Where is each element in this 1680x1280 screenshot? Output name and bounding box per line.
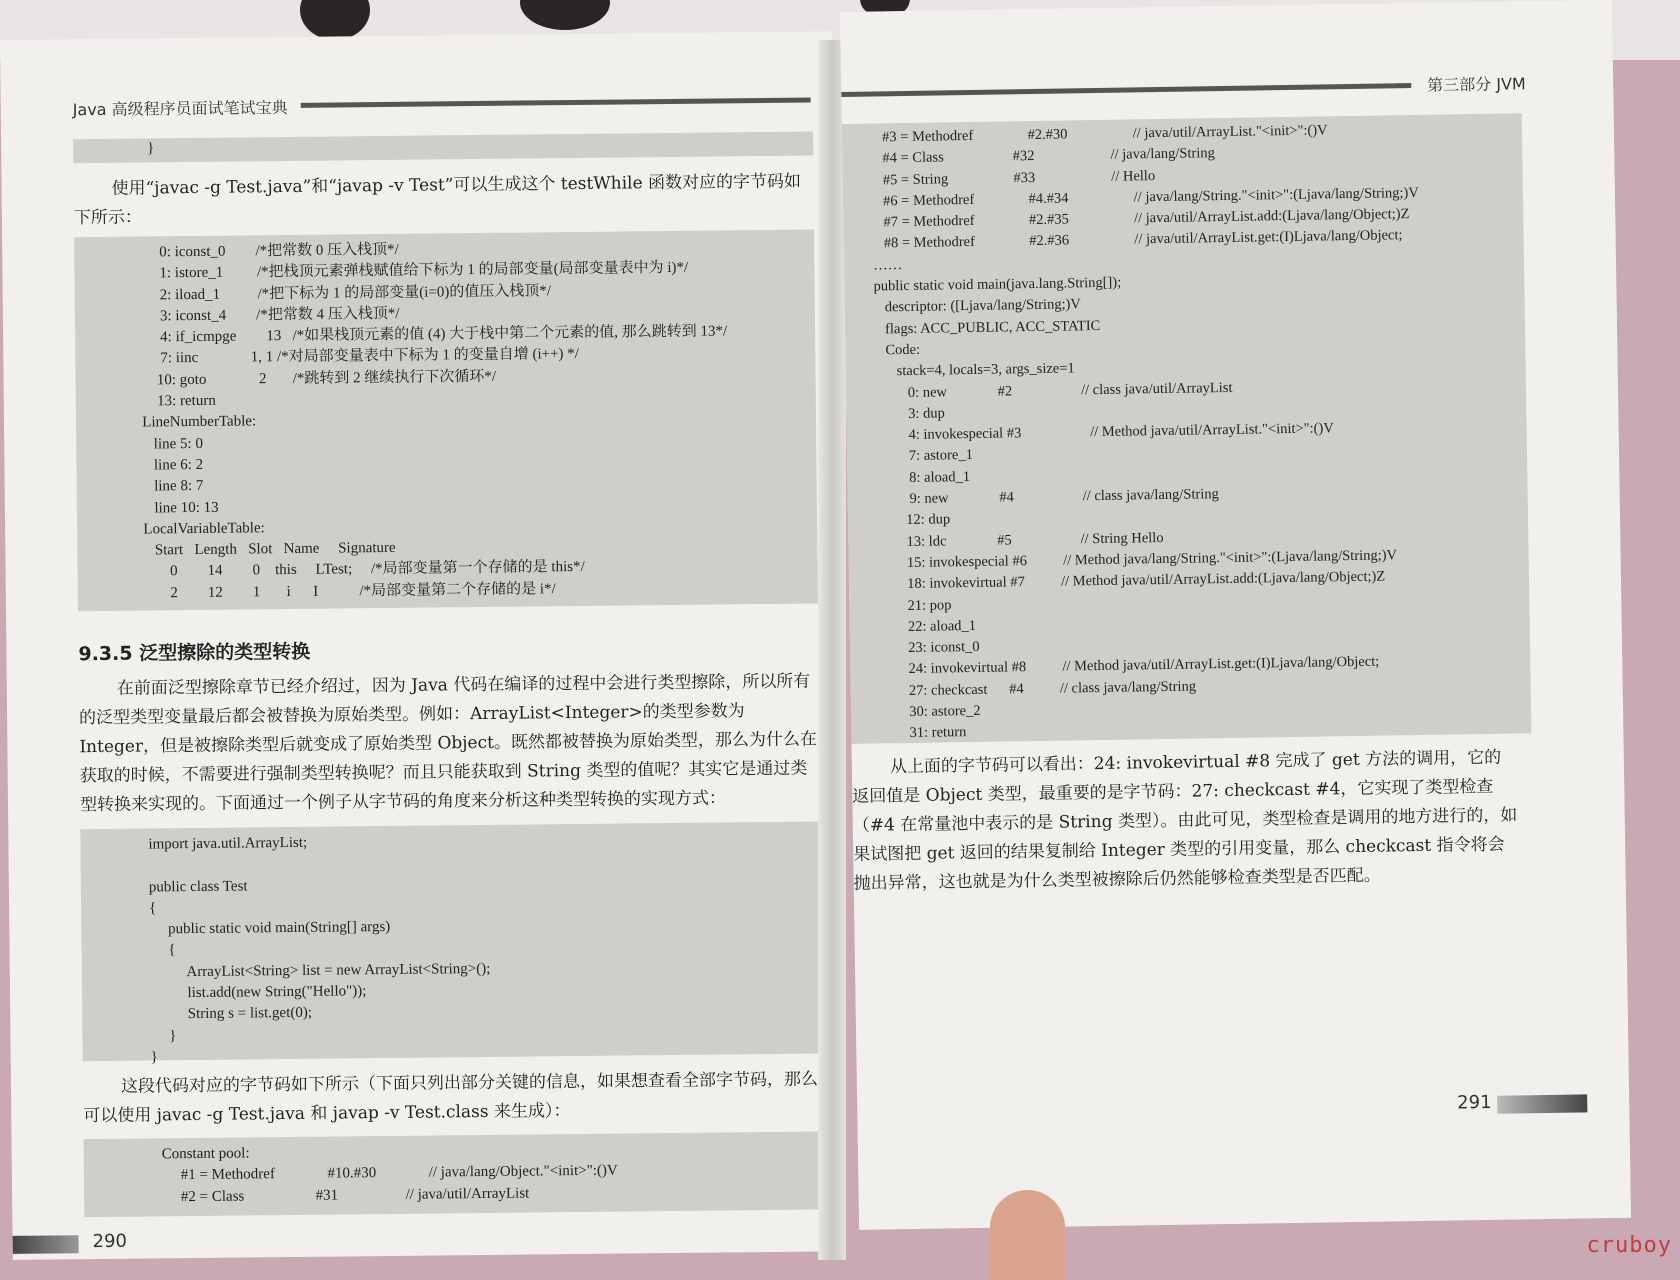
code-line: …… <box>865 256 903 274</box>
code-line: #3 = Methodref #2.#30 // java/util/ArrayList."<init>":()V <box>863 122 1328 146</box>
code-line: public static void main(String[] args) <box>149 919 391 938</box>
section-heading: 9.3.5 泛型擦除的类型转换 <box>78 640 311 666</box>
header-rule <box>841 83 1411 97</box>
code-line: 22: aload_1 <box>871 617 977 636</box>
book-spine <box>818 40 846 1260</box>
page-tab-bar <box>1497 1094 1587 1113</box>
code-line: #4 = Class #32 // java/lang/String <box>864 145 1215 167</box>
code-line: 8: aload_1 <box>869 468 971 487</box>
code-line: line 8: 7 <box>116 478 204 496</box>
page-tab-bar <box>13 1235 79 1254</box>
code-line: public class Test <box>148 878 248 896</box>
code-line: 30: astore_2 <box>872 702 981 721</box>
java-code-block <box>80 821 822 1066</box>
code-line: Start Length Slot Name Signature <box>117 540 396 559</box>
code-line: 18: invokevirtual #7 // Method java/util/ArrayList.add:(Ljava/lang/Object;)Z <box>870 568 1386 593</box>
code-line: flags: ACC_PUBLIC, ACC_STATIC <box>866 317 1101 338</box>
code-line: #2 = Class #31 // java/util/ArrayList <box>162 1185 530 1205</box>
code-line: 3: dup <box>868 405 945 423</box>
header-rule <box>301 98 811 108</box>
code-line: String s = list.get(0); <box>150 1005 313 1023</box>
code-line: Code: <box>867 341 921 359</box>
bytecode-listing <box>74 229 818 611</box>
code-line: import java.util.ArrayList; <box>148 834 308 853</box>
code-line: line 6: 2 <box>116 456 204 474</box>
code-line: #1 = Methodref #10.#30 // java/lang/Object."<init>":()V <box>161 1162 618 1184</box>
code-line: 1: istore_1 /*把栈顶元素弹栈赋值给下标为 1 的局部变量(局部变量表中为 i)*/ <box>114 260 689 283</box>
running-head: 第三部分 JVM <box>1427 74 1526 95</box>
code-line: } <box>150 1027 177 1045</box>
code-line: } <box>150 1049 158 1066</box>
constant-pool-block <box>84 1131 825 1217</box>
code-line: 13: return <box>115 392 216 410</box>
code-line: 2 12 1 i I /*局部变量第二个存储的是 i*/ <box>117 580 556 602</box>
code-line: 2: iload_1 /*把下标为 1 的局部变量(i=0)的值压入栈顶*/ <box>114 282 552 304</box>
code-line: Constant pool: <box>161 1145 250 1163</box>
code-line: public static void main(java.lang.String[]); <box>866 274 1122 295</box>
thumb <box>990 1190 1065 1280</box>
right-page <box>840 0 1631 1230</box>
bytecode-intro-paragraph: 这段代码对应的字节码如下所示（下面只列出部分关键的信息，如果想查看全部字节码，那么可以使用 javac -g Test.java 和 javap -v Test.class 来生成）： <box>83 1069 819 1127</box>
code-line: } <box>147 140 155 157</box>
code-line: 24: invokevirtual #8 // Method java/util/ArrayList.get:(I)Ljava/lang/Object; <box>872 654 1380 678</box>
section-paragraph: 在前面泛型擦除章节已经介绍过，因为 Java 代码在编译的过程中会进行类型擦除，所以所有的泛型类型变量最后都会被替换为原始类型。例如：ArrayList<Integer>的类型参数为 Integer，但是被擦除类型后就变成了原始类型 Object。既然都被替换为原始类型，那么为什么在获取的时候，不需要进行强制类型转换呢？而且只能获取到 String 类型的值呢？其实它是通过类型转换来实现的。下面通过一个例子从字节码的角度来分析这种类型转换的实现方式： <box>79 671 818 816</box>
code-line: 0: new #2 // class java/util/ArrayList <box>867 379 1233 402</box>
explanation-paragraph: 从上面的字节码可以看出：24: invokevirtual #8 完成了 get 方法的调用，它的返回值是 Object 类型，最重要的是字节码：27: checkcast #4，它实现了类型检查（#4 在常量池中表示的是 String 类型）。由此可见，类型检查是调用的地方进行的，如果试图把 get 返回的结果复制给 Integer 类型的引用变量，那么 checkcast 指令将会抛出异常，这也就是为什么类型被擦除后仍然能够检查类型是否匹配。 <box>852 747 1518 894</box>
code-line: #5 = String #33 // Hello <box>864 167 1156 189</box>
code-line: 15: invokespecial #6 // Method java/lang/String."<init>":(Ljava/lang/String;)V <box>870 547 1398 572</box>
page-number: 290 <box>92 1230 128 1253</box>
code-line: 4: invokespecial #3 // Method java/util/ArrayList."<init>":()V <box>868 420 1334 444</box>
code-line: #8 = Methodref #2.#36 // java/util/ArrayList.get:(I)Ljava/lang/Object; <box>865 227 1403 253</box>
code-line: line 5: 0 <box>116 435 203 453</box>
code-line: { <box>149 942 176 959</box>
code-line: 27: checkcast #4 // class java/lang/String <box>872 678 1197 700</box>
intro-paragraph: 使用“javac -g Test.java”和“javap -v Test”可以生成这个 testWhile 函数对应的字节码如下所示： <box>73 171 802 229</box>
bytecode-listing <box>842 113 1532 744</box>
page-number: 291 <box>1457 1091 1492 1114</box>
code-line: stack=4, locals=3, args_size=1 <box>867 360 1075 380</box>
top-code-block <box>73 131 813 163</box>
code-line: { <box>149 900 157 917</box>
code-line: #6 = Methodref #4.#34 // java/lang/String."<init>":(Ljava/lang/String;)V <box>864 184 1419 210</box>
code-line: descriptor: ([Ljava/lang/String;)V <box>866 296 1081 316</box>
code-line: 31: return <box>873 724 967 742</box>
code-line: LineNumberTable: <box>115 413 257 432</box>
code-line: LocalVariableTable: <box>117 520 265 538</box>
code-line: 0 14 0 this LTest; /*局部变量第一个存储的是 this*/ <box>117 559 585 581</box>
code-line: line 10: 13 <box>116 499 219 517</box>
code-line: 7: astore_1 <box>868 447 974 466</box>
code-line: 13: ldc #5 // String Hello <box>870 529 1164 551</box>
code-line: 9: new #4 // class java/lang/String <box>869 486 1219 508</box>
left-page <box>0 31 845 1260</box>
code-line: list.add(new String("Hello")); <box>149 983 367 1002</box>
code-line: #7 = Methodref #2.#35 // java/util/ArrayList.add:(Ljava/lang/Object;)Z <box>865 206 1410 231</box>
code-line: 7: iinc 1, 1 /*对局部变量表中下标为 1 的变量自增 (i++) */ <box>115 346 579 368</box>
code-line: 10: goto 2 /*跳转到 2 继续执行下次循环*/ <box>115 368 497 389</box>
code-line: ArrayList<String> list = new ArrayList<String>(); <box>149 960 491 981</box>
code-line: 0: iconst_0 /*把常数 0 压入栈顶*/ <box>114 241 399 261</box>
code-line: 12: dup <box>869 511 951 529</box>
code-line: 23: iconst_0 <box>871 639 980 657</box>
code-line: 3: iconst_4 /*把常数 4 压入栈顶*/ <box>114 305 400 325</box>
code-line: 4: if_icmpge 13 /*如果栈顶元素的值 (4) 大于栈中第二个元素的值, 那么跳转到 13*/ <box>115 323 728 346</box>
code-line: 21: pop <box>871 596 952 615</box>
running-head: Java 高级程序员面试笔试宝典 <box>72 97 288 120</box>
watermark: cruboy <box>1586 1233 1672 1258</box>
